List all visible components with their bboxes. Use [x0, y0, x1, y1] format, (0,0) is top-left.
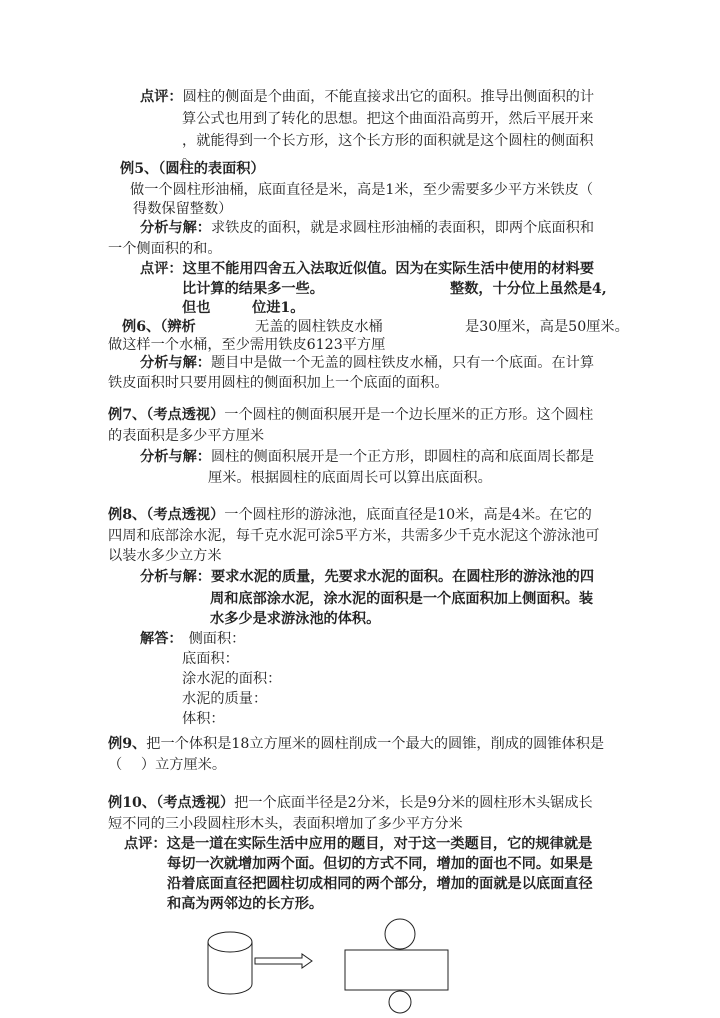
text-line: 比计算的结果多一些。	[182, 281, 324, 297]
text-line: 这是一道在实际生活中应用的题目，对于这一类题目，它的规律就是	[166, 836, 593, 852]
text-line: 圆柱的侧面积展开是一个正方形，即圆柱的高和底面周长都是	[210, 449, 595, 465]
review-first-line	[124, 835, 592, 853]
example-title: 例7、（考点透视）	[108, 407, 225, 423]
text-line: （ ）立方厘米。	[108, 757, 227, 773]
example-first-line	[108, 735, 604, 753]
arrow-icon	[255, 954, 312, 968]
example-title: 例5、（圆柱的表面积）	[120, 161, 265, 177]
text-line: 得数保留整数）	[133, 201, 233, 217]
answer-line: 底面积：	[182, 651, 239, 667]
example-title: 例6、（辨析	[122, 319, 196, 335]
text-line: 厘米。根据圆柱的底面周长可以算出底面积。	[208, 470, 492, 486]
text-line: 把一个体积是18立方厘米的圆柱削成一个最大的圆锥，削成的圆锥体积是	[146, 736, 605, 752]
example-first-line	[108, 794, 593, 812]
text-line: 一个圆柱的侧面积展开是一个边长厘米的正方形。这个圆柱	[224, 407, 594, 423]
unfolded-rectangle	[345, 950, 448, 990]
text-line: 短不同的三小段圆柱形木头，表面积增加了多少平方分米	[108, 816, 463, 832]
text-line: 要求水泥的质量，先要求水泥的面积。在圆柱形的游泳池的四	[210, 569, 595, 585]
text-line: 但也	[182, 300, 211, 316]
cylinder-shape	[208, 932, 252, 994]
text-line: 四周和底部涂水泥，每千克水泥可涂5平方米，共需多少千克水泥这个游泳池可	[108, 528, 600, 544]
answer-line: 体积：	[182, 711, 225, 727]
text-line: 一个圆柱形的游泳池，底面直径是10米，高是4米。在它的	[224, 507, 592, 523]
text-line: 圆柱的侧面是个曲面，不能直接求出它的面积。推导出侧面积的计	[182, 89, 595, 105]
text-line: ，就能得到一个长方形，这个长方形的面积就是这个圆柱的侧面积	[182, 133, 594, 149]
answer-line: 水泥的质量：	[182, 691, 268, 707]
top-circle	[385, 919, 415, 949]
analysis-label: 分析与解：	[140, 449, 211, 465]
answer-line: 侧面积：	[188, 631, 246, 647]
text-line: 水多少是求游泳池的体积。	[210, 611, 381, 627]
review-label: 点评：	[140, 261, 183, 277]
analysis-label: 分析与解：	[140, 355, 211, 371]
answer-label: 解答：	[140, 631, 183, 647]
text-line: 周和底部涂水泥，涂水泥的面积是一个底面积加上侧面积。装	[210, 591, 594, 607]
text-line: 无盖的圆柱铁皮水桶	[255, 319, 383, 335]
text-line: 一个侧面积的和。	[108, 241, 222, 257]
text-line: 是30厘米，高是50厘米。	[465, 319, 629, 335]
answer-line: 涂水泥的面积：	[182, 671, 282, 687]
text-line: 把一个底面半径是2分米，长是9分米的圆柱形木头锯成长	[234, 795, 593, 811]
text-line: 位进1。	[252, 300, 305, 316]
text-line: 这里不能用四舍五入法取近似值。因为在实际生活中使用的材料要	[182, 261, 595, 277]
text-line: 铁皮面积时只要用圆柱的侧面积加上一个底面的面积。	[108, 375, 449, 391]
text-line: 沿着底面直径把圆柱切成相同的两个部分，增加的面就是以底面直径	[167, 876, 593, 892]
text-line: 和高为两邻边的长方形。	[167, 896, 324, 912]
bottom-circle	[389, 991, 411, 1013]
analysis-label: 分析与解：	[140, 569, 211, 585]
text-line: 题目中是做一个无盖的圆柱铁皮水桶，只有一个底面。在计算	[210, 355, 595, 371]
analysis-label: 分析与解：	[140, 220, 211, 236]
example-title: 例8、（考点透视）	[108, 507, 225, 523]
text-line: 以装水多少立方米	[108, 548, 222, 564]
analysis-first-line	[140, 568, 594, 586]
example-title: 例10、（考点透视）	[108, 795, 235, 811]
text-line: 求铁皮的面积，就是求圆柱形油桶的表面积，即两个底面积和	[210, 220, 595, 236]
text-line: 。	[182, 149, 197, 165]
text-line: 做这样一个水桶，至少需用铁皮6123平方厘	[108, 337, 386, 353]
example-first-line	[108, 506, 592, 524]
text-line: 每切一次就增加两个面。但切的方式不同，增加的面也不同。如果是	[167, 856, 593, 872]
example-title: 例9、	[108, 736, 147, 752]
answer-first-line	[140, 630, 245, 648]
review-label: 点评：	[124, 836, 167, 852]
text-line: 整数，十分位上虽然是4,	[450, 281, 607, 297]
text-line: 的表面积是多少平方厘米	[108, 428, 265, 444]
example-first-line	[108, 406, 593, 424]
text-line: 算公式也用到了转化的思想。把这个曲面沿高剪开，然后平展开来	[182, 111, 594, 127]
analysis-first-line	[140, 448, 594, 466]
review-label: 点评：	[140, 89, 183, 105]
text-line: 做一个圆柱形油桶，底面直径是米，高是1米，至少需要多少平方米铁皮（	[130, 182, 594, 198]
